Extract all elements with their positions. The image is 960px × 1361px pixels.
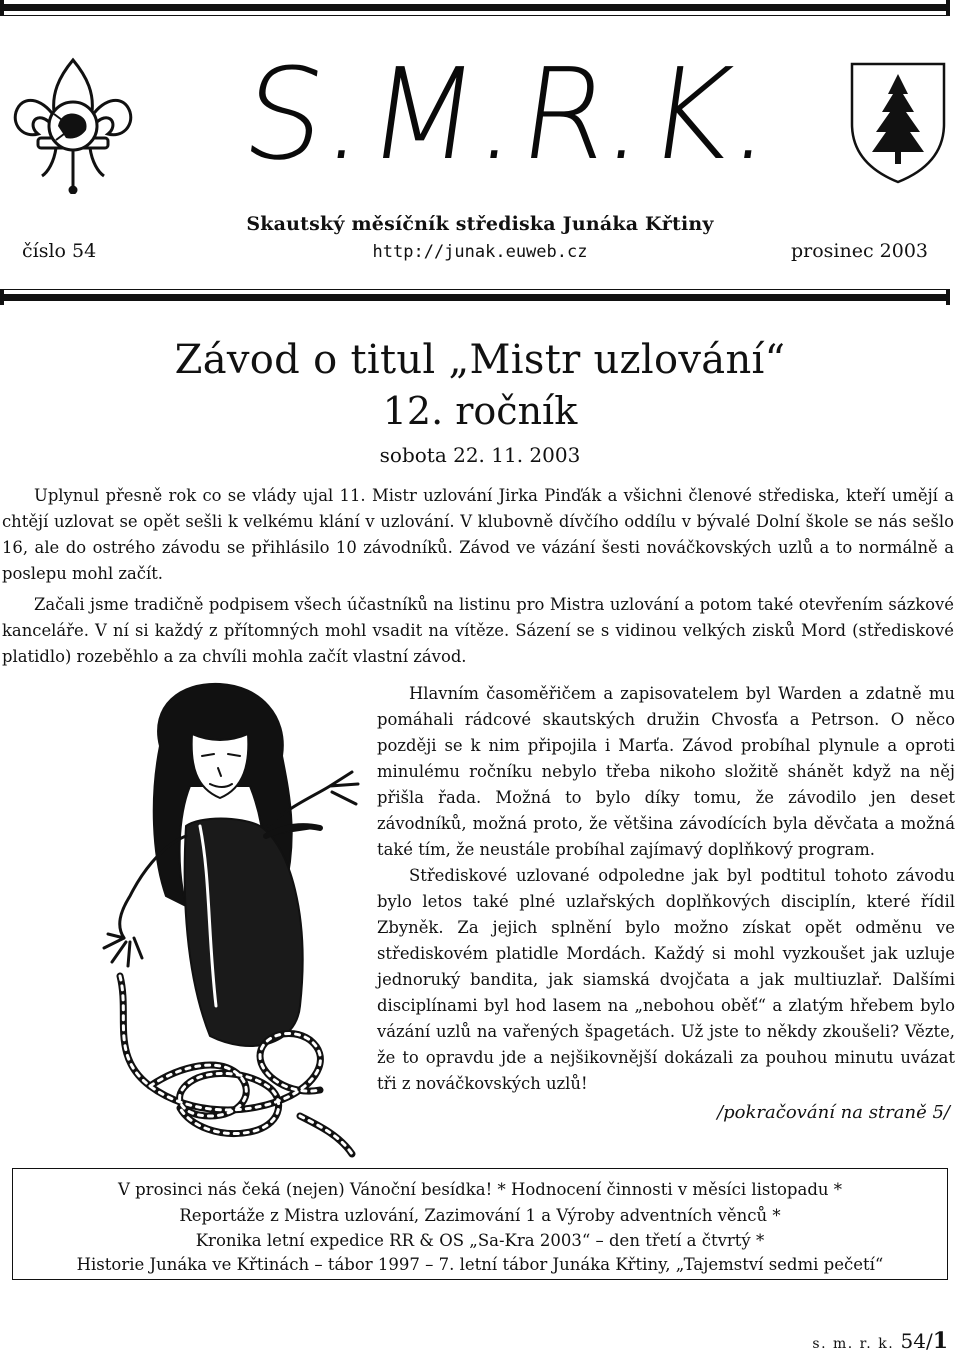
article-paragraph: Hlavním časoměřičem a zapisovatelem byl Warden a zdatně mu pomáhali rádcové skautských družin Chvosťa a Petrson. O něco později se k nim připojila i Marťa. Závod probíhal plynule a oproti minulému ročníku nebylo třeba nikoho složitě shánět když na něj přišla řada. Možná to bylo díky tomu, že závodilo jen deset závodníků, možná proto, že většina závodících byla děvčata a možná také tím, že neustále probíhal zajímavý doplňkový program.	[377, 684, 955, 859]
page-number: 1	[932, 1328, 948, 1354]
article-paragraph: Začali jsme tradičně podpisem všech účastníků na listinu pro Mistra uzlování a potom také otevřením sázkové kanceláře. V ní si každý z přítomných mohl vsadit na vítěze. Sázení se s vidinou velkých zisků Mord (střediskové platidlo) rozeběhlo a za chvíli mohla začít vlastní závod.	[2, 595, 954, 666]
contents-line: Historie Junáka ve Křtinách – tábor 1997 – 7. letní tábor Junáka Křtiny, „Tajemství sedmi pečetí“	[76, 1255, 884, 1274]
contents-line: Reportáže z Mistra uzlování, Zazimování 1 a Výroby adventních věnců *	[179, 1206, 781, 1225]
article-headline: Závod o titul „Mistr uzlování“	[174, 337, 786, 383]
article-paragraph: Střediskové uzlované odpoledne jak byl podtitul tohoto závodu bylo letos také plné uzlařských doplňkových disciplín, které řídil Zbyněk. Za jejich splnění bylo možno získat opět odměnu ve střediskovém platidle Mordách. Každý si mohl vyzkoušet jak uzluje jednoruký bandita, jak siamská dvojčata a jak multiuzlař. Dalšími disciplínami byl hod lasem na „nebohou oběť“ a zlatým hřebem bylo vázání uzlů na vařených špagetách. Už jste to někdy zkoušeli? Vězte, že to opravdu jde a nejšikovnější dokázali za pouhou minutu uvázat tři z nováčkovských uzlů!	[377, 866, 955, 1093]
contents-line: Kronika letní expedice RR & OS „Sa-Kra 2003“ – den třetí a čtvrtý *	[195, 1231, 765, 1250]
footer-issue: 54/	[900, 1329, 933, 1353]
article-date: sobota 22. 11. 2003	[379, 443, 581, 467]
article-subhead: 12. ročník	[382, 389, 578, 433]
top-rule	[0, 4, 950, 11]
scout-lily-emblem-icon	[8, 54, 138, 194]
masthead-subtitle: Skautský měsíčník střediska Junáka Křtiny	[246, 213, 714, 235]
continued-note: /pokračování na straně 5/	[717, 1102, 950, 1123]
page-footer	[812, 1328, 948, 1354]
contents-line: V prosinci nás čeká (nejen) Vánoční besídka! * Hodnocení činnosti v měsíci listopadu *	[117, 1180, 843, 1199]
coat-of-arms-tree-icon	[848, 60, 948, 185]
knot-tying-illustration	[90, 676, 365, 1161]
footer-label: s. m. r. k.	[812, 1336, 895, 1352]
masthead-title: S.M.R.K.	[234, 41, 786, 188]
contents-box	[12, 1168, 948, 1280]
issue-number: číslo 54	[22, 240, 97, 262]
top-thin-rule	[0, 15, 950, 16]
mid-thin-rule	[0, 289, 950, 290]
article-paragraph: Uplynul přesně rok co se vlády ujal 11. Mistr uzlování Jirka Pinďák a všichni členové střediska, kteří umějí a chtějí uzlovat se opět sešli k velkému klání v uzlování. V klubovně dívčího oddílu v bývalé Dolní škole se nás sešlo 16, ale do ostrého závodu se přihlásilo 10 závodníků. Závod ve vázání šesti nováčkovských uzlů a to normálně a poslepu mohl začít.	[2, 486, 954, 583]
mid-rule	[0, 294, 950, 301]
issue-date: prosinec 2003	[790, 240, 928, 262]
website-link[interactable]: http://junak.euweb.cz	[372, 242, 588, 262]
